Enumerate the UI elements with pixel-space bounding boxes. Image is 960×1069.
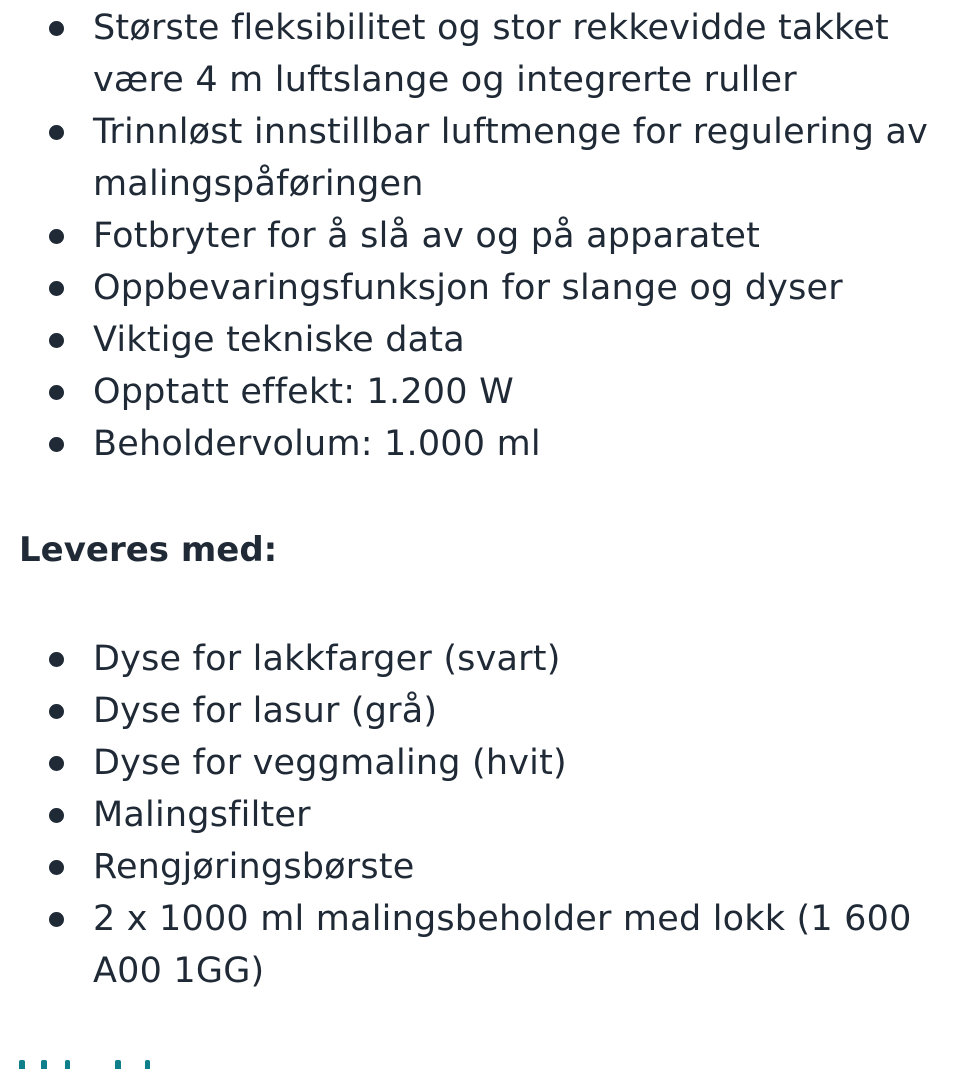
heading-fragment — [115, 1060, 121, 1069]
list-item — [0, 893, 960, 997]
list-item — [0, 314, 960, 366]
bullet-icon — [49, 385, 64, 400]
feature-text: Beholdervolum: 1.000 ml — [93, 424, 541, 464]
heading-fragment — [145, 1060, 150, 1069]
bullet-icon — [49, 652, 64, 667]
bullet-icon — [49, 229, 64, 244]
feature-text: Fotbryter for å slå av og på apparatet — [93, 216, 761, 256]
list-item — [0, 2, 960, 106]
bullet-icon — [49, 333, 64, 348]
list-item — [0, 633, 960, 685]
list-item — [0, 106, 960, 210]
section-title: Leveres med: — [19, 530, 278, 570]
feature-list — [0, 2, 960, 470]
bullet-icon — [49, 912, 64, 927]
included-item-text: Malingsfilter — [93, 795, 311, 835]
next-section-heading-cutoff — [19, 1052, 179, 1069]
bullet-icon — [49, 808, 64, 823]
bullet-icon — [49, 704, 64, 719]
list-item — [0, 366, 960, 418]
heading-fragment — [19, 1060, 25, 1069]
included-item-text: Rengjøringsbørste — [93, 847, 415, 887]
bullet-icon — [49, 437, 64, 452]
bullet-icon — [49, 756, 64, 771]
included-item-text: 2 x 1000 ml malingsbeholder med lokk (1 600 A00 1GG) — [93, 899, 912, 991]
included-items-list — [0, 633, 960, 997]
included-item-text: Dyse for veggmaling (hvit) — [93, 743, 567, 783]
included-item-text: Dyse for lasur (grå) — [93, 691, 438, 731]
bullet-icon — [49, 21, 64, 36]
list-item — [0, 737, 960, 789]
heading-fragment — [41, 1060, 47, 1069]
list-item — [0, 841, 960, 893]
feature-text: Trinnløst innstillbar luftmenge for regulering av malingspåføringen — [93, 112, 929, 204]
bullet-icon — [49, 860, 64, 875]
heading-fragment — [65, 1060, 70, 1069]
list-item — [0, 685, 960, 737]
feature-text: Oppbevaringsfunksjon for slange og dyser — [93, 268, 843, 308]
feature-text: Opptatt effekt: 1.200 W — [93, 372, 514, 412]
feature-text: Største fleksibilitet og stor rekkevidde takket være 4 m luftslange og integrerte ruller — [93, 8, 889, 100]
list-item — [0, 789, 960, 841]
feature-text: Viktige tekniske data — [93, 320, 465, 360]
bullet-icon — [49, 125, 64, 140]
list-item — [0, 262, 960, 314]
included-item-text: Dyse for lakkfarger (svart) — [93, 639, 561, 679]
list-item — [0, 210, 960, 262]
list-item — [0, 418, 960, 470]
bullet-icon — [49, 281, 64, 296]
